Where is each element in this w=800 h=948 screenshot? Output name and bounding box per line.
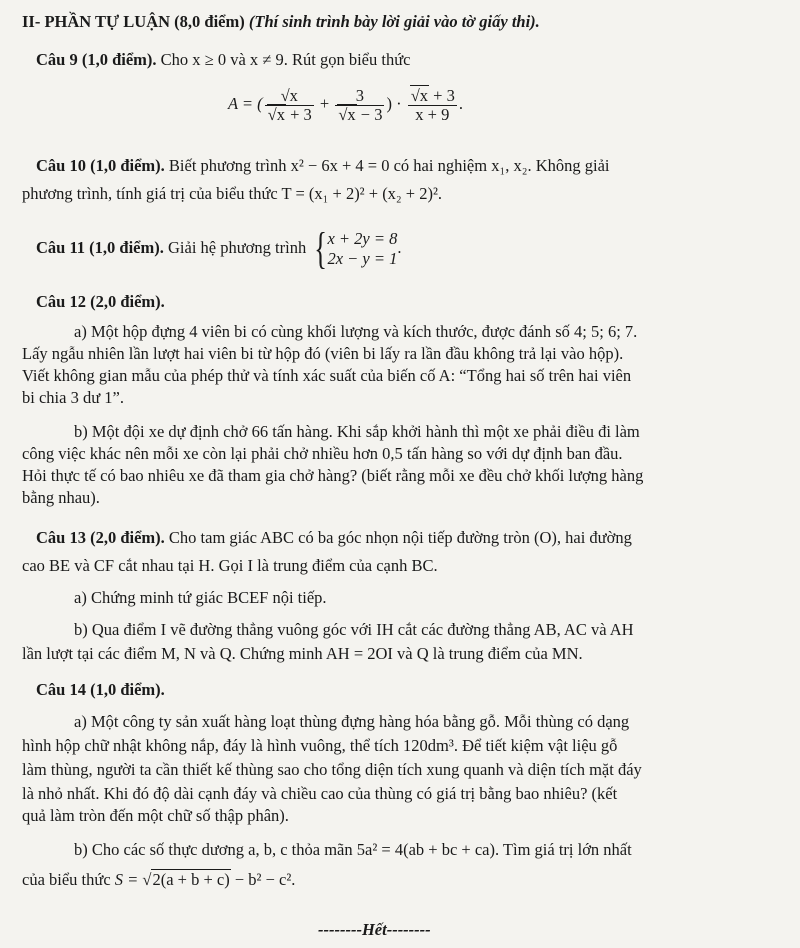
end-marker: --------Hết-------- (318, 920, 431, 939)
question-13 (36, 528, 632, 548)
question-14b-line-1: b) Cho các số thực dương a, b, c thỏa mãn 5a² = 4(ab + bc + ca). Tìm giá trị lớn nhất (74, 840, 632, 859)
question-14-label: Câu 14 (1,0 điểm). (36, 680, 165, 699)
question-9-formula: A = ( $\frac{√x}{√x + 3}$ + $\frac{3}{√x - 3}$ ) · $\frac{√x + 3}{x + 9}$ . (228, 85, 463, 124)
question-14a-line-5: quả làm tròn đến một chữ số thập phân). (22, 806, 289, 825)
question-12-label: Câu 12 (2,0 điểm). (36, 292, 165, 311)
question-11-label: Câu 11 (1,0 điểm). (36, 238, 164, 257)
question-13b-line-2: lần lượt tại các điểm M, N và Q. Chứng minh AH = 2OI và Q là trung điểm của MN. (22, 644, 583, 663)
equation-system: x + 2y = 8 2x − y = 1 (327, 229, 398, 269)
question-12b-line-2: công việc khác nên mỗi xe còn lại phải chở nhiều hơn 0,5 tấn hàng so với dự định ban đầu. (22, 444, 623, 463)
system-brace: { (314, 224, 328, 274)
question-12a-line-2: Lấy ngẫu nhiên lần lượt hai viên bi từ hộp đó (viên bi lấy ra lần đầu không trả lại vào hộp). (22, 344, 624, 363)
question-12b-line-1: b) Một đội xe dự định chở 66 tấn hàng. Khi sắp khởi hành thì một xe phải điều đi làm (74, 422, 640, 441)
question-9-text: Cho x ≥ 0 và x ≠ 9. Rút gọn biểu thức (160, 50, 411, 69)
question-13-line-1: Cho tam giác ABC có ba góc nhọn nội tiếp đường tròn (O), hai đường (168, 528, 632, 547)
question-13-label: Câu 13 (2,0 điểm). (36, 528, 165, 547)
question-12a-line-1: a) Một hộp đựng 4 viên bi có cùng khối lượng và kích thước, được đánh số 4; 5; 6; 7. (74, 322, 638, 341)
question-12b-line-3: Hỏi thực tế có bao nhiêu xe đã tham gia chở hàng? (biết rằng mỗi xe đều chở khối lượng hàng (22, 466, 644, 485)
question-12a-line-3: Viết không gian mẫu của phép thử và tính xác suất của biến cố A: “Tổng hai số trên hai viên (22, 366, 632, 385)
question-10-line-1: Biết phương trình x² − 6x + 4 = 0 có hai nghiệm x₁, x₂. Không giải (168, 156, 610, 175)
formula-lhs: A = ( (228, 94, 263, 113)
question-11-text: Giải hệ phương trình (168, 238, 307, 257)
fraction-1: $\frac{√x}{√x + 3}$ (265, 87, 314, 124)
question-14a-line-1: a) Một công ty sản xuất hàng loạt thùng đựng hàng hóa bằng gỗ. Mỗi thùng có dạng (74, 712, 630, 731)
question-10-label: Câu 10 (1,0 điểm). (36, 156, 165, 175)
section-title: II- PHẦN TỰ LUẬN (8,0 điểm) (22, 12, 245, 31)
question-12b-line-4: bằng nhau). (22, 488, 100, 507)
question-9 (36, 50, 410, 70)
question-10 (36, 156, 610, 176)
question-14a-line-2: hình hộp chữ nhật không nắp, đáy là hình vuông, thể tích 120dm³. Để tiết kiệm vật liệu gỗ (22, 736, 618, 755)
fraction-2: $\frac{3}{√x - 3}$ (335, 87, 384, 124)
question-14a-line-3: làm thùng, người ta cần thiết kế thùng sao cho tổng diện tích xung quanh và diện tích mặt đáy (22, 760, 642, 779)
question-13a: a) Chứng minh tứ giác BCEF nội tiếp. (74, 588, 327, 607)
question-9-label: Câu 9 (1,0 điểm). (36, 50, 157, 69)
section-instruction: (Thí sinh trình bày lời giải vào tờ giấy thi). (248, 12, 540, 31)
question-10-line-2: phương trình, tính giá trị của biểu thức T = (x₁ + 2)² + (x₂ + 2)². (22, 184, 443, 203)
fraction-3: $\frac{√x + 3}{x + 9}$ (408, 87, 457, 124)
section-header (22, 12, 540, 32)
question-13b-line-1: b) Qua điểm I vẽ đường thẳng vuông góc với IH cắt các đường thẳng AB, AC và AH (74, 620, 634, 639)
question-11: Câu 11 (1,0 điểm). Giải hệ phương trình { x + 2y = 8 2x − y = 1 . (36, 224, 402, 274)
question-14a-line-4: là nhỏ nhất. Khi đó độ dài cạnh đáy và chiều cao của thùng có giá trị bằng bao nhiêu? (kết (22, 784, 618, 803)
question-14b-line-2: của biểu thức S = √2(a + b + c) − b² − c². (22, 870, 296, 889)
question-13-line-2: cao BE và CF cắt nhau tại H. Gọi I là trung điểm của cạnh BC. (22, 556, 438, 575)
question-12a-line-4: bi chia 3 dư 1”. (22, 388, 124, 407)
